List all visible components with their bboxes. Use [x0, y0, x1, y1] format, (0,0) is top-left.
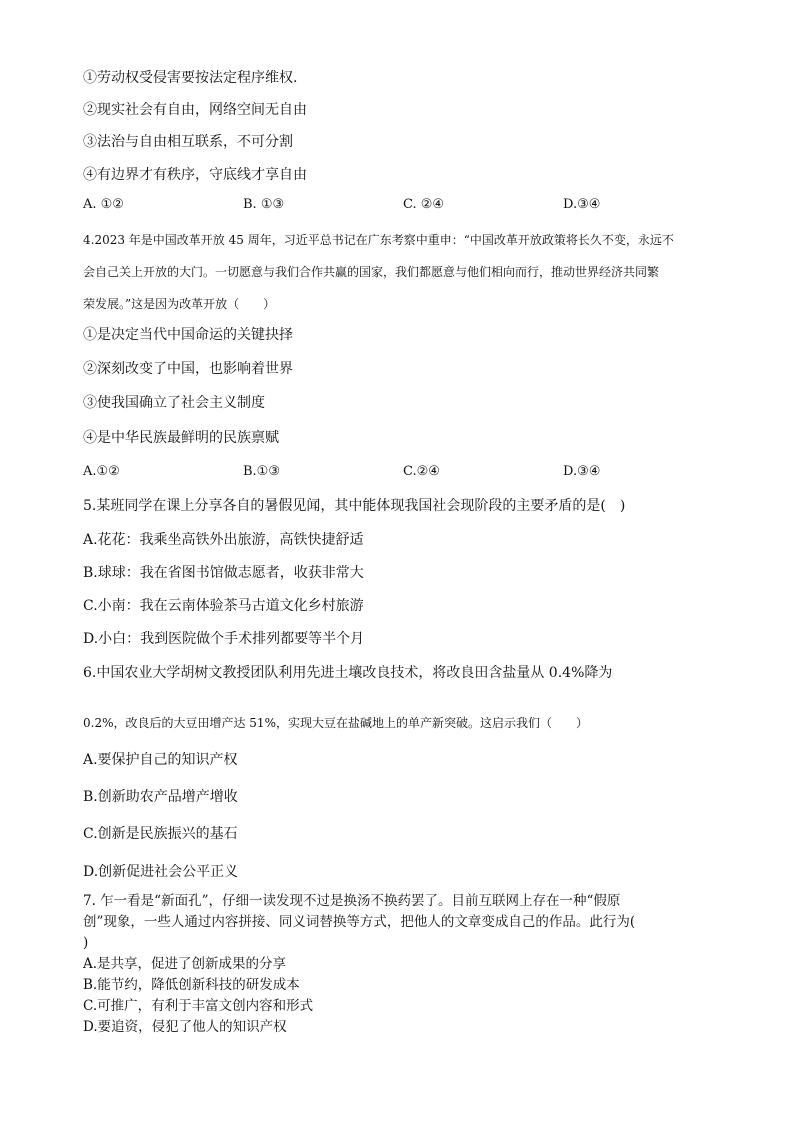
q3-option-b: B. ①③	[243, 197, 285, 212]
q7-option-c: C.可推广，有利于丰富文创内容和形式	[83, 998, 314, 1014]
q3-option-d: D.③④	[563, 197, 601, 212]
q6-option-b: B.创新助农产品增产增收	[83, 789, 238, 805]
q3-item-1: ①劳动权受侵害要按法定程序维权.	[83, 70, 298, 86]
q4-option-b: B.①③	[243, 464, 280, 479]
q7-stem-line-1: 7. 乍一看是“新面孔”，仔细一读发现不过是换汤不换药罢了。目前互联网上存在一种“假原	[83, 893, 621, 909]
q4-stem-line-1: 4.2023 年是中国改革开放 45 周年，习近平总书记在广东考察中重申：“中国改革开放政策将长久不变，永远不	[83, 233, 674, 247]
q6-stem-line-2: 0.2%，改良后的大豆田增产达 51%，实现大豆在盐碱地上的单产新突破。这启示我们（ ）	[83, 716, 588, 730]
q6-option-d: D.创新促进社会公平正义	[83, 864, 239, 880]
q4-options	[83, 463, 723, 481]
q5-stem: 5.某班同学在课上分享各自的暑假见闻，其中能体现我国社会现阶段的主要矛盾的是( )	[83, 498, 626, 514]
q7-option-a: A.是共享，促进了创新成果的分享	[83, 956, 287, 972]
q4-item-4: ④是中华民族最鲜明的民族禀赋	[83, 430, 279, 446]
q4-stem-line-2: 会自己关上开放的大门。一切愿意与我们合作共赢的国家，我们都愿意与他们相向而行，推动世界经济共同繁	[83, 265, 660, 279]
q3-options	[83, 196, 723, 214]
q3-item-4: ④有边界才有秩序，守底线才享自由	[83, 167, 307, 183]
q7-option-b: B.能节约，降低创新科技的研发成本	[83, 977, 300, 993]
q5-option-c: C.小南：我在云南体验茶马古道文化乡村旅游	[83, 598, 364, 614]
q4-item-3: ③使我国确立了社会主义制度	[83, 395, 265, 411]
q4-option-d: D.③④	[563, 464, 601, 479]
q4-option-c: C.②④	[403, 464, 440, 479]
q3-option-a: A. ①②	[83, 197, 124, 212]
q7-option-d: D.要追资，侵犯了他人的知识产权	[83, 1019, 287, 1035]
q6-stem-line-1: 6.中国农业大学胡树文教授团队利用先进土壤改良技术，将改良田含盐量从 0.4%降为	[83, 665, 613, 681]
q6-option-a: A.要保护自己的知识产权	[83, 752, 238, 768]
q5-option-b: B.球球：我在省图书馆做志愿者，收获非常大	[83, 565, 364, 581]
q4-item-2: ②深刻改变了中国，也影响着世界	[83, 361, 293, 377]
q3-item-2: ②现实社会有自由，网络空间无自由	[83, 102, 307, 118]
q3-item-3: ③法治与自由相互联系，不可分割	[83, 134, 293, 150]
q7-stem-line-2: 创”现象，一些人通过内容拼接、同义词替换等方式，把他人的文章变成自己的作品。此行为(	[83, 914, 636, 930]
q5-option-a: A.花花：我乘坐高铁外出旅游，高铁快捷舒适	[83, 532, 364, 548]
q5-option-d: D.小白：我到医院做个手术排列都要等半个月	[83, 631, 365, 647]
q6-option-c: C.创新是民族振兴的基石	[83, 826, 238, 842]
q4-item-1: ①是决定当代中国命运的关键抉择	[83, 327, 293, 343]
q4-option-a: A.①②	[83, 464, 120, 479]
q7-stem-line-3: )	[83, 935, 89, 951]
q4-stem-line-3: 荣发展。”这是因为改革开放（ ）	[83, 297, 276, 311]
q3-option-c: C. ②④	[403, 197, 445, 212]
